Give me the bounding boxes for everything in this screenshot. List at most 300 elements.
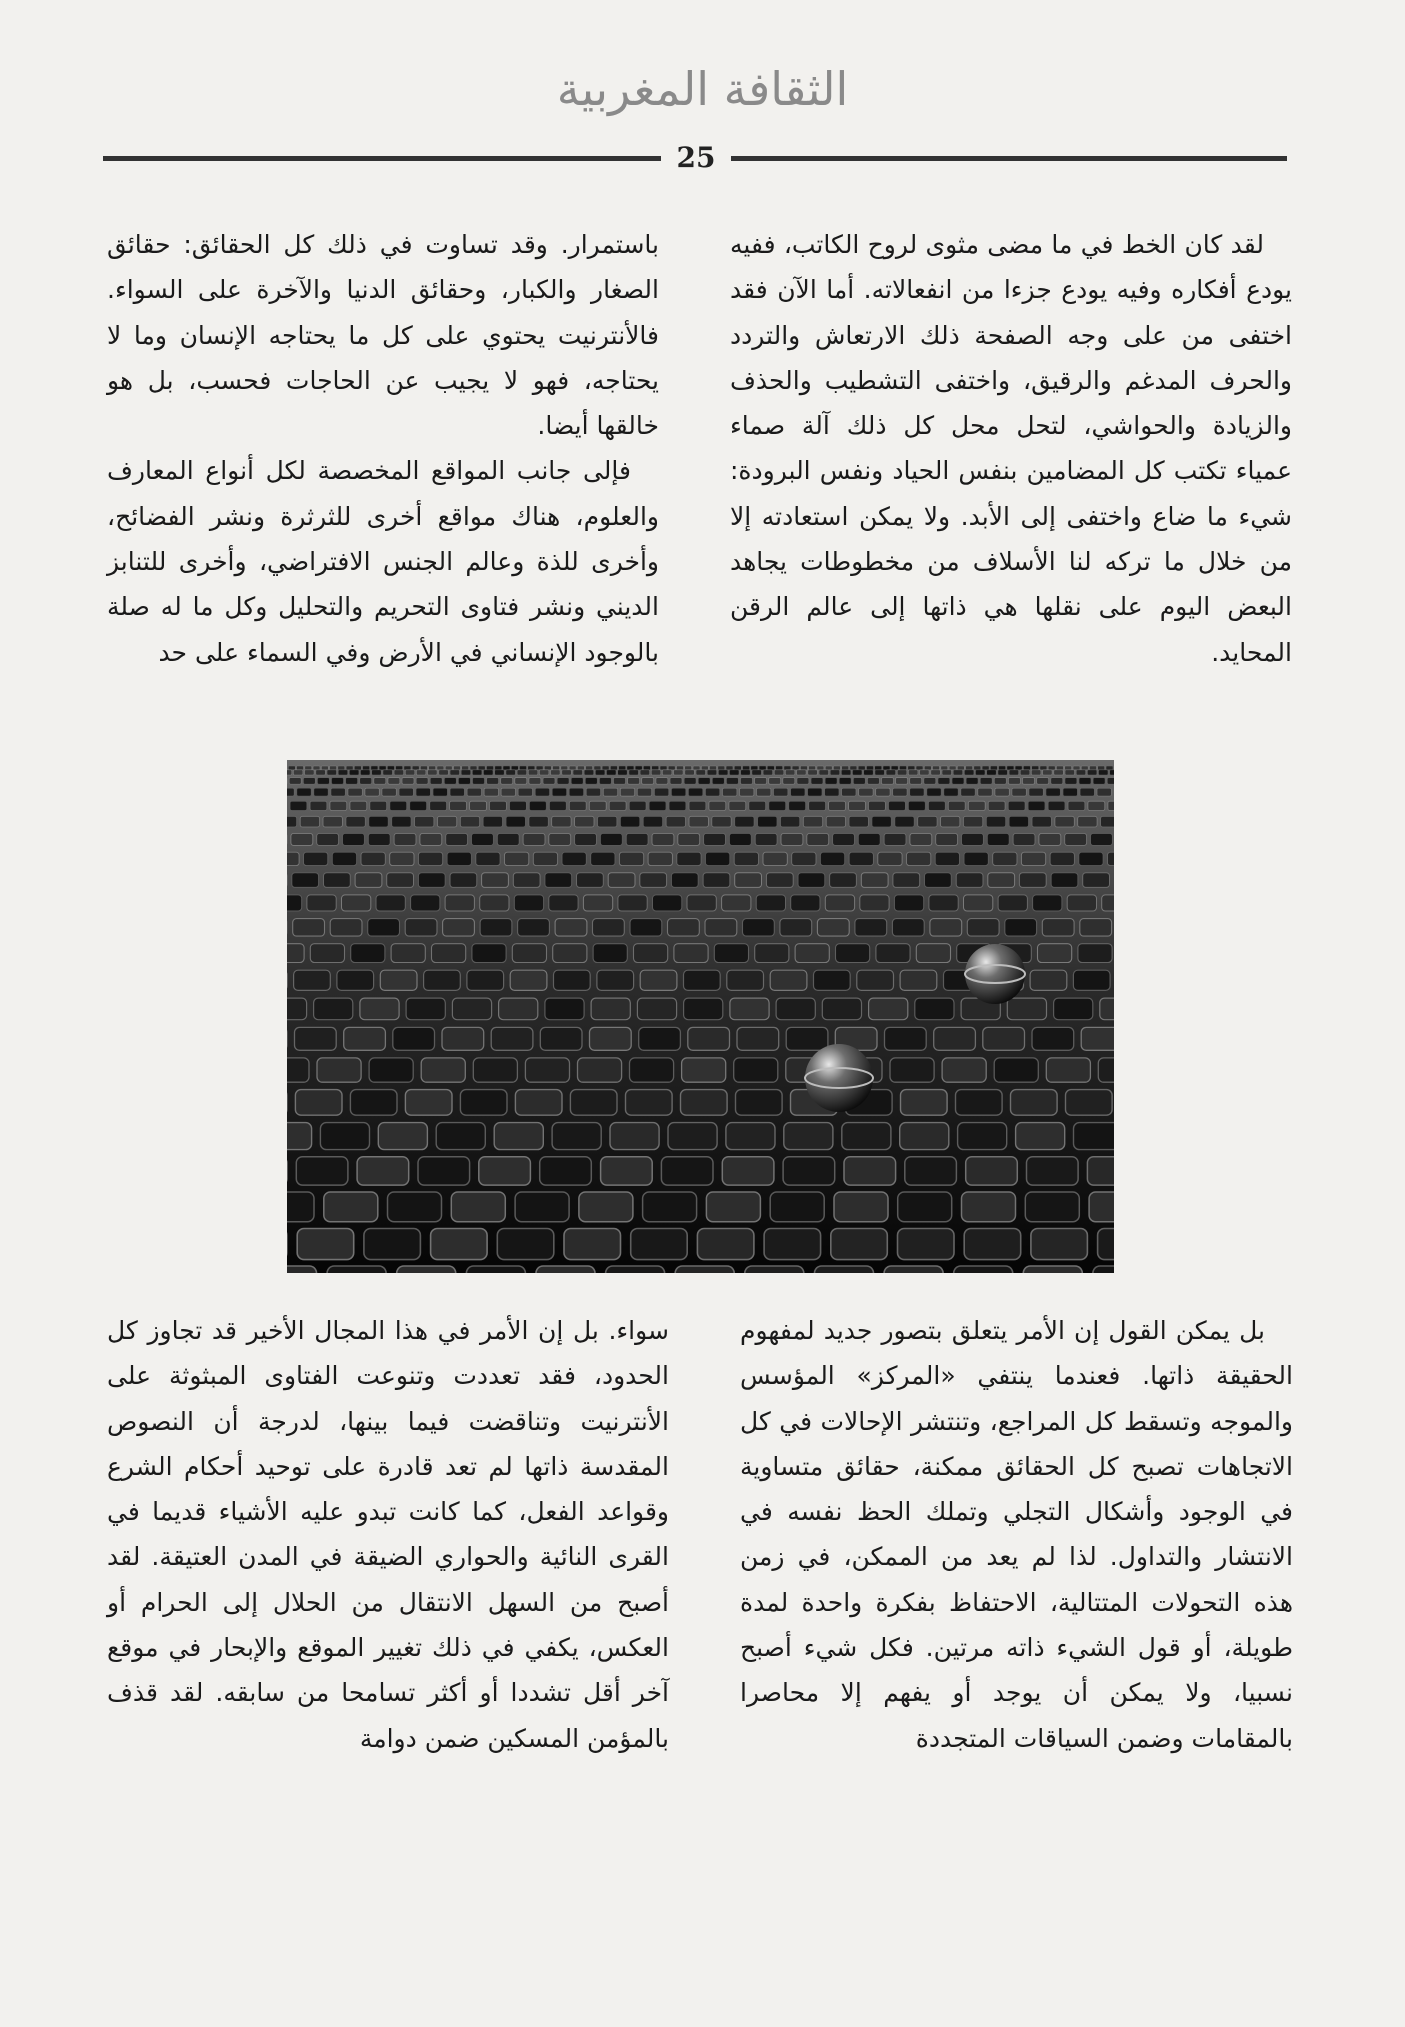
cube	[305, 766, 312, 770]
cube	[957, 766, 964, 770]
cube	[704, 833, 726, 845]
cube	[1031, 770, 1041, 775]
cube	[397, 1266, 456, 1273]
cube	[867, 766, 874, 770]
cube	[1097, 788, 1111, 796]
cube	[490, 801, 507, 810]
cube	[648, 852, 672, 865]
cube	[599, 778, 611, 785]
cube	[941, 766, 948, 770]
cube	[289, 778, 301, 785]
cube	[515, 1090, 562, 1116]
cube	[1043, 770, 1053, 775]
cube	[314, 788, 328, 796]
cube	[467, 788, 481, 796]
cube	[1037, 778, 1049, 785]
cube	[303, 778, 315, 785]
cube	[552, 1123, 601, 1150]
cube	[1081, 1027, 1114, 1050]
cube	[839, 778, 851, 785]
cube	[562, 770, 572, 775]
cube	[1108, 852, 1115, 865]
cube	[656, 778, 668, 785]
cube	[372, 770, 382, 775]
cube	[749, 801, 766, 810]
cube	[714, 944, 748, 963]
cube	[901, 1090, 948, 1116]
cube	[379, 766, 386, 770]
cube	[553, 766, 560, 770]
cube	[529, 816, 548, 827]
cube	[982, 766, 989, 770]
cube	[368, 919, 400, 937]
cube	[1087, 1157, 1114, 1185]
cube	[405, 919, 437, 937]
cube	[783, 1157, 835, 1185]
cube	[470, 766, 477, 770]
cube	[1032, 1027, 1074, 1050]
cube	[849, 816, 868, 827]
cube	[1015, 766, 1022, 770]
cube	[858, 833, 880, 845]
cube	[994, 778, 1006, 785]
cube	[1068, 801, 1085, 810]
cube	[518, 919, 550, 937]
cube	[825, 766, 832, 770]
cube	[834, 1192, 888, 1222]
column-bottom-left	[107, 1308, 669, 1761]
cube	[1078, 816, 1097, 827]
cube	[1083, 873, 1110, 888]
cube	[562, 852, 586, 865]
cube	[833, 766, 840, 770]
cube	[1051, 873, 1078, 888]
cube	[497, 1229, 554, 1260]
cube	[706, 1192, 760, 1222]
cube	[884, 833, 906, 845]
cube	[473, 1058, 517, 1082]
cube	[1009, 770, 1019, 775]
cube	[893, 873, 920, 888]
cube	[478, 766, 485, 770]
cube	[635, 766, 642, 770]
cube	[466, 1266, 525, 1273]
cube	[627, 766, 634, 770]
cube	[382, 788, 396, 796]
cube	[388, 1192, 442, 1222]
cube	[1027, 1157, 1079, 1185]
cube	[651, 770, 661, 775]
cube	[668, 919, 700, 937]
cube	[757, 788, 771, 796]
cube	[349, 770, 359, 775]
cube	[392, 816, 411, 827]
cube	[396, 766, 403, 770]
cube	[831, 1229, 888, 1260]
cube	[662, 770, 672, 775]
cube	[412, 766, 419, 770]
cube	[998, 895, 1027, 911]
cube	[555, 919, 587, 937]
cube	[803, 816, 822, 827]
cube	[1087, 770, 1097, 775]
cube	[378, 1123, 427, 1150]
cube	[988, 801, 1005, 810]
cube	[751, 766, 758, 770]
cube	[643, 766, 650, 770]
cube	[726, 766, 733, 770]
cube	[410, 801, 427, 810]
cube	[439, 770, 449, 775]
cube	[942, 770, 952, 775]
cube	[900, 1123, 949, 1150]
cube	[935, 852, 959, 865]
cube	[564, 1229, 621, 1260]
cube	[437, 816, 456, 827]
cube	[338, 770, 348, 775]
cube	[1098, 1058, 1114, 1082]
cube	[850, 766, 857, 770]
cube	[652, 833, 674, 845]
cube	[924, 778, 936, 785]
cube	[698, 778, 710, 785]
cube	[668, 1123, 717, 1150]
cube	[323, 816, 342, 827]
cube	[671, 873, 698, 888]
cube	[752, 770, 762, 775]
cube	[696, 770, 706, 775]
cube	[948, 801, 965, 810]
cube	[842, 766, 849, 770]
cube	[962, 1192, 1016, 1222]
cube	[785, 770, 795, 775]
cube	[755, 833, 777, 845]
cube	[590, 1027, 632, 1050]
cube	[643, 816, 662, 827]
cube	[293, 770, 303, 775]
cube	[709, 801, 726, 810]
cube	[619, 852, 643, 865]
cube	[1012, 788, 1026, 796]
cube	[450, 770, 460, 775]
cube	[867, 778, 879, 785]
cube	[990, 766, 997, 770]
cube	[505, 852, 529, 865]
cube	[332, 778, 344, 785]
cube	[974, 766, 981, 770]
cube	[304, 852, 328, 865]
cube	[830, 770, 840, 775]
cube	[640, 770, 650, 775]
cube	[545, 998, 584, 1020]
column-bottom-right	[740, 1308, 1293, 1761]
cube	[1101, 816, 1114, 827]
header-rule-left	[103, 156, 661, 161]
cube	[472, 833, 494, 845]
cube	[446, 833, 468, 845]
cube	[809, 766, 816, 770]
cube	[607, 770, 617, 775]
cube	[745, 1266, 804, 1273]
cube	[365, 788, 379, 796]
cube	[956, 1090, 1003, 1116]
cube	[822, 998, 861, 1020]
cube	[897, 770, 907, 775]
cube	[523, 833, 545, 845]
cube	[808, 770, 818, 775]
cube	[770, 1192, 824, 1222]
cube	[734, 1058, 778, 1082]
cube	[795, 944, 829, 963]
cube	[706, 852, 730, 865]
cube	[287, 1266, 317, 1273]
cube	[770, 970, 807, 990]
cube	[817, 766, 824, 770]
cube	[287, 998, 307, 1020]
cube	[908, 801, 925, 810]
cube	[404, 766, 411, 770]
cube	[346, 816, 365, 827]
cube	[938, 778, 950, 785]
cube	[853, 778, 865, 785]
cube	[512, 944, 546, 963]
cube	[383, 770, 393, 775]
cube	[684, 970, 721, 990]
cube	[479, 1157, 531, 1185]
cube	[797, 778, 809, 785]
cube	[962, 833, 984, 845]
cube	[670, 778, 682, 785]
cube	[1025, 1192, 1079, 1222]
cube	[1079, 852, 1103, 865]
cube	[416, 788, 430, 796]
cube	[350, 801, 367, 810]
cube	[963, 816, 982, 827]
cube	[925, 873, 952, 888]
cube	[1066, 1090, 1113, 1116]
cube	[780, 919, 812, 937]
cube	[430, 801, 447, 810]
cube	[520, 766, 527, 770]
cube	[639, 1027, 681, 1050]
cube	[836, 944, 870, 963]
cube	[769, 778, 781, 785]
cube	[820, 852, 844, 865]
cube	[896, 778, 908, 785]
cube	[332, 852, 356, 865]
cube	[774, 788, 788, 796]
cube	[553, 944, 587, 963]
cube	[514, 895, 543, 911]
cube	[549, 833, 571, 845]
cube	[487, 778, 499, 785]
cube	[497, 833, 519, 845]
cube	[1038, 944, 1072, 963]
cube	[609, 801, 626, 810]
cube	[811, 778, 823, 785]
column-top-right	[730, 222, 1292, 675]
cube	[450, 801, 467, 810]
cube	[528, 766, 535, 770]
cube	[705, 919, 737, 937]
cube	[511, 766, 518, 770]
cube	[652, 766, 659, 770]
cube	[722, 895, 751, 911]
cube	[1065, 778, 1077, 785]
paragraph: لقد كان الخط في ما مضى مثوى لروح الكاتب، ففيه يودع أفكاره وفيه يودع جزءا من انفعالاته. أما الآن فقد اختفى من على وجه الصفحة ذلك الارتعاش والتردد والحرف المدغم والرقيق، واختفى التشطيب والحذف والزيادة والحواشي، لتحل محل كل ذلك آلة صماء عمياء تكتب كل المضامين بنفس الحياد ونفس البرودة: شيء ما ضاع واختفى إلى الأبد. ولا يمكن استعادته إلا من خلال ما تركه لنا الأسلاف من مخطوطات يجاهد البعض اليوم على نقلها هي ذاتها إلى عالم الرقن المحايد.	[730, 230, 1292, 667]
cube	[649, 801, 666, 810]
cube	[544, 766, 551, 770]
cube	[964, 770, 974, 775]
cube	[891, 766, 898, 770]
cube	[685, 770, 695, 775]
cube	[1048, 766, 1055, 770]
cube	[589, 801, 606, 810]
cube	[387, 766, 394, 770]
cube	[918, 816, 937, 827]
cube	[443, 919, 475, 937]
cube	[480, 895, 509, 911]
cube	[1028, 801, 1045, 810]
sphere-center	[805, 1044, 873, 1112]
cube	[1050, 852, 1074, 865]
cube	[916, 766, 923, 770]
cube	[355, 873, 382, 888]
cube	[689, 816, 708, 827]
cube	[577, 766, 584, 770]
cube	[898, 1229, 955, 1260]
cube	[910, 778, 922, 785]
cube	[585, 778, 597, 785]
cube	[861, 873, 888, 888]
cube	[525, 1058, 569, 1082]
paragraph: باستمرار. وقد تساوت في ذلك كل الحقائق: حقائق الصغار والكبار، وحقائق الدنيا والآخرة على السواء. فالأنترنيت يحتوي على كل ما يحتاجه الإنسان وما لا يحتاجه، فهو لا يجيب عن الحاجات فحسب، بل هو خالقها أيضا.	[107, 230, 659, 441]
cube	[418, 852, 442, 865]
cube	[552, 788, 566, 796]
cube	[964, 895, 993, 911]
cube	[995, 788, 1009, 796]
cube	[390, 801, 407, 810]
cube	[791, 788, 805, 796]
cube	[668, 766, 675, 770]
cube	[829, 801, 846, 810]
cube	[712, 816, 731, 827]
cube	[736, 1090, 783, 1116]
cube	[842, 788, 856, 796]
cube	[618, 770, 628, 775]
cube	[619, 766, 626, 770]
cube	[428, 770, 438, 775]
cube	[460, 1090, 507, 1116]
cube	[767, 766, 774, 770]
cube	[769, 801, 786, 810]
cube	[809, 801, 826, 810]
cube	[758, 816, 777, 827]
paragraph: فإلى جانب المواقع المخصصة لكل أنواع المعارف والعلوم، هناك مواقع أخرى للثرثرة ونشر الفضائح، وأخرى للذة وعالم الجنس الافتراضي، وأخرى للتنابز الديني ونشر فتاوى التحريم والتحليل وكل ما له صلة بالوجود الإنساني في الأرض وفي السماء على حد	[107, 456, 659, 667]
cube	[928, 801, 945, 810]
cube	[324, 873, 351, 888]
cube	[755, 778, 767, 785]
cube	[460, 816, 479, 827]
cube	[321, 766, 328, 770]
cube	[1080, 788, 1094, 796]
cube	[518, 788, 532, 796]
cube	[642, 778, 654, 785]
cube	[506, 816, 525, 827]
cube	[987, 833, 1009, 845]
cube	[1046, 1058, 1090, 1082]
cube	[869, 801, 886, 810]
cube	[1033, 895, 1062, 911]
cube	[628, 778, 640, 785]
cube	[429, 766, 436, 770]
cube	[495, 770, 505, 775]
cube	[792, 766, 799, 770]
cube	[729, 833, 751, 845]
cube	[675, 1266, 734, 1273]
cube	[288, 766, 295, 770]
cube	[361, 852, 385, 865]
cube	[688, 1027, 730, 1050]
cube	[620, 788, 634, 796]
cube	[364, 1229, 421, 1260]
cube	[817, 919, 849, 937]
cube	[483, 816, 502, 827]
cube	[637, 998, 676, 1020]
cube	[684, 778, 696, 785]
cube	[360, 778, 372, 785]
cube	[575, 816, 594, 827]
cube	[964, 1229, 1021, 1260]
cube	[330, 919, 362, 937]
cube	[535, 788, 549, 796]
cube	[305, 770, 315, 775]
cube	[774, 770, 784, 775]
cube	[684, 998, 723, 1020]
cube	[549, 801, 566, 810]
cube	[467, 970, 504, 990]
cube	[610, 766, 617, 770]
cube	[579, 1192, 633, 1222]
cube	[344, 1027, 386, 1050]
paragraph: سواء. بل إن الأمر في هذا المجال الأخير قد تجاوز كل الحدود، فقد تعددت وتنوعت الفتاوى المبثوثة على الأنترنيت وتناقضت فيما بينها، لدرجة أن النصوص المقدسة ذاتها لم تعد قادرة على توحيد أحكام الشرع وقواعد الفعل، كما كانت تبدو عليه الأشياء قديما في القرى النائية والحواري الضيقة في المدن العتيقة. لقد أصبح من السهل الانتقال من الحلال إلى الحرام أو العكس، يكفي في ذلك تغيير الموقع والإبحار في موقع آخر أقل تشددا أو أكثر تسامحا من سابقه. لقد قذف بالمؤمن المسكين ضمن دوامة	[107, 1316, 669, 1753]
cube	[1048, 801, 1065, 810]
cube	[594, 766, 601, 770]
cube	[1019, 873, 1046, 888]
cube	[634, 944, 668, 963]
cube	[291, 833, 313, 845]
cube	[878, 852, 902, 865]
cube	[723, 788, 737, 796]
cube	[608, 873, 635, 888]
cube	[783, 778, 795, 785]
cube	[297, 766, 304, 770]
cube	[980, 778, 992, 785]
cube	[766, 873, 793, 888]
cube	[907, 852, 931, 865]
cube	[682, 1058, 726, 1082]
cube	[517, 770, 527, 775]
cube	[297, 1229, 354, 1260]
cube	[889, 801, 906, 810]
cube	[445, 895, 474, 911]
cube	[916, 944, 950, 963]
cube	[1023, 778, 1035, 785]
cube	[629, 770, 639, 775]
cube	[554, 970, 591, 990]
cube	[681, 1090, 728, 1116]
cube	[369, 816, 388, 827]
